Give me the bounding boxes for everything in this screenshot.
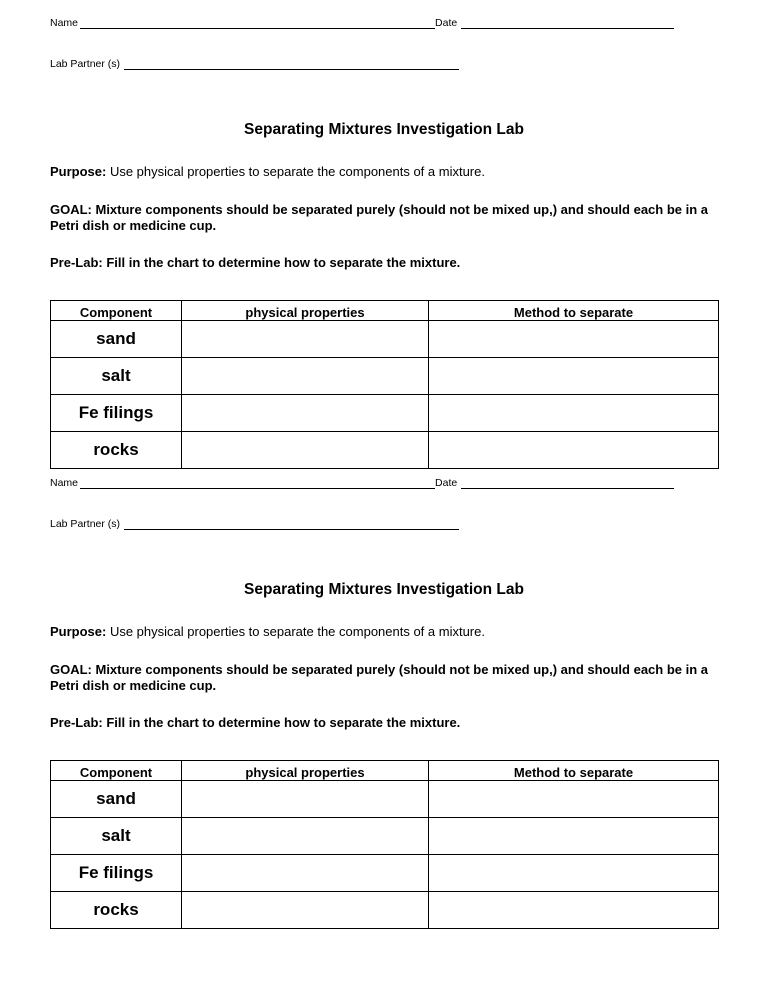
table-header-row: [51, 301, 719, 321]
date-label: Date: [435, 477, 458, 489]
header-method: Method to separate: [429, 301, 719, 321]
lab-partner-row: [50, 518, 459, 530]
table-header-row: [51, 761, 719, 781]
lab-partner-field[interactable]: [124, 58, 459, 70]
component-cell: salt: [51, 818, 182, 855]
lab-partner-label: Lab Partner (s): [50, 518, 121, 530]
lab-partner-label: Lab Partner (s): [50, 58, 121, 70]
date-field[interactable]: [461, 477, 674, 489]
goal-text: GOAL: Mixture components should be separated purely (should not be mixed up,) and should each be in a Petri dish or medicine cup.: [50, 202, 709, 233]
name-label: Name: [50, 477, 79, 489]
prelab-text: Pre-Lab: Fill in the chart to determine how to separate the mixture.: [50, 715, 461, 730]
component-cell: sand: [51, 781, 182, 818]
physical-properties-cell[interactable]: [182, 358, 429, 395]
lab-partner-field[interactable]: [124, 518, 459, 530]
component-cell: sand: [51, 321, 182, 358]
goal-text: GOAL: Mixture components should be separated purely (should not be mixed up,) and should each be in a Petri dish or medicine cup.: [50, 662, 709, 693]
header-method: Method to separate: [429, 761, 719, 781]
physical-properties-cell[interactable]: [182, 432, 429, 469]
purpose: [50, 624, 730, 640]
component-cell: salt: [51, 358, 182, 395]
component-cell: rocks: [51, 892, 182, 929]
prelab-table: [50, 760, 719, 929]
table-row: [51, 321, 719, 358]
table-row: [51, 432, 719, 469]
header-physical-properties: physical properties: [182, 301, 429, 321]
prelab-text: Pre-Lab: Fill in the chart to determine how to separate the mixture.: [50, 255, 461, 270]
purpose-text: Use physical properties to separate the components of a mixture.: [106, 164, 485, 179]
method-cell[interactable]: [429, 358, 719, 395]
method-cell[interactable]: [429, 855, 719, 892]
purpose: [50, 164, 730, 180]
purpose-label: Purpose:: [50, 624, 107, 639]
lab-partner-row: [50, 58, 459, 70]
name-field[interactable]: [80, 477, 435, 489]
table-row: [51, 892, 719, 929]
physical-properties-cell[interactable]: [182, 855, 429, 892]
name-label: Name: [50, 17, 79, 29]
header-physical-properties: physical properties: [182, 761, 429, 781]
method-cell[interactable]: [429, 781, 719, 818]
component-cell: Fe filings: [51, 855, 182, 892]
method-cell[interactable]: [429, 892, 719, 929]
method-cell[interactable]: [429, 395, 719, 432]
physical-properties-cell[interactable]: [182, 892, 429, 929]
date-label: Date: [435, 17, 458, 29]
prelab-table: [50, 300, 719, 469]
method-cell[interactable]: [429, 321, 719, 358]
physical-properties-cell[interactable]: [182, 395, 429, 432]
physical-properties-cell[interactable]: [182, 321, 429, 358]
name-field[interactable]: [80, 17, 435, 29]
method-cell[interactable]: [429, 432, 719, 469]
table-row: [51, 781, 719, 818]
name-date-row: [50, 477, 674, 489]
physical-properties-cell[interactable]: [182, 818, 429, 855]
name-date-row: [50, 17, 674, 29]
purpose-label: Purpose:: [50, 164, 107, 179]
physical-properties-cell[interactable]: [182, 781, 429, 818]
page-title: Separating Mixtures Investigation Lab: [244, 121, 524, 138]
table-row: [51, 358, 719, 395]
date-field[interactable]: [461, 17, 674, 29]
component-cell: Fe filings: [51, 395, 182, 432]
component-cell: rocks: [51, 432, 182, 469]
method-cell[interactable]: [429, 818, 719, 855]
header-component: Component: [51, 301, 182, 321]
table-row: [51, 818, 719, 855]
table-row: [51, 395, 719, 432]
page-title: Separating Mixtures Investigation Lab: [244, 581, 524, 598]
table-row: [51, 855, 719, 892]
purpose-text: Use physical properties to separate the components of a mixture.: [106, 624, 485, 639]
header-component: Component: [51, 761, 182, 781]
